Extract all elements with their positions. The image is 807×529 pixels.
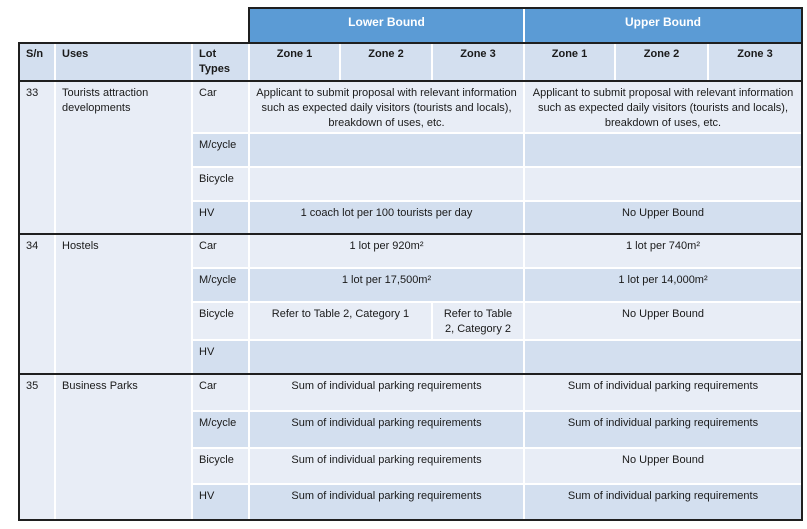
row-33-sn: 33: [19, 81, 55, 234]
row-34-mcycle-lower: 1 lot per 17,500m²: [249, 268, 524, 302]
row-35-use: Business Parks: [55, 374, 192, 520]
border-line: [18, 42, 803, 44]
header-lower-zone3: Zone 3: [432, 42, 524, 81]
row-35-car-upper: Sum of individual parking requirements: [524, 374, 802, 411]
row-33-mcycle-upper: [524, 133, 802, 167]
grid-line: [192, 301, 802, 303]
row-35-hv-upper: Sum of individual parking requirements: [524, 484, 802, 520]
grid-line: [54, 42, 56, 520]
row-34-lot-car: Car: [192, 234, 249, 268]
row-35-mcycle-upper: Sum of individual parking requirements: [524, 411, 802, 448]
row-35-bicycle-lower: Sum of individual parking requirements: [249, 448, 524, 484]
row-33-mcycle-lower: [249, 133, 524, 167]
row-35-lot-car: Car: [192, 374, 249, 411]
grid-line: [523, 8, 525, 520]
grid-line: [431, 302, 433, 340]
grid-line: [431, 42, 433, 81]
row-33-hv-upper: No Upper Bound: [524, 201, 802, 234]
header-lower-zone2: Zone 2: [340, 42, 432, 81]
row-34-car-lower: 1 lot per 920m²: [249, 234, 524, 268]
row-33-use: Tourists attraction developments: [55, 81, 192, 234]
border-line: [18, 80, 803, 82]
row-35-mcycle-lower: Sum of individual parking requirements: [249, 411, 524, 448]
row-35-lot-mcycle: M/cycle: [192, 411, 249, 448]
row-33-hv-lower: 1 coach lot per 100 tourists per day: [249, 201, 524, 234]
row-33-bicycle-upper: [524, 167, 802, 201]
header-uses: Uses: [55, 42, 192, 81]
row-34-lot-mcycle: M/cycle: [192, 268, 249, 302]
row-34-bicycle-upper: No Upper Bound: [524, 302, 802, 340]
row-34-lot-bicycle: Bicycle: [192, 302, 249, 340]
row-35-sn: 35: [19, 374, 55, 520]
row-34-use: Hostels: [55, 234, 192, 374]
grid-line: [339, 42, 341, 81]
border-line: [18, 233, 803, 235]
row-33-lot-car: Car: [192, 81, 249, 133]
grid-line: [707, 42, 709, 81]
row-34-hv-upper: [524, 340, 802, 374]
grid-line: [192, 166, 802, 168]
border-line: [248, 7, 250, 43]
row-34-bicycle-lower-z3: Refer to Table 2, Category 2: [432, 302, 524, 340]
row-34-hv-lower: [249, 340, 524, 374]
grid-line: [192, 410, 802, 412]
grid-line: [192, 339, 802, 341]
lower-bound-header: Lower Bound: [249, 8, 524, 42]
row-33-lot-bicycle: Bicycle: [192, 167, 249, 201]
upper-bound-header: Upper Bound: [524, 8, 802, 42]
grid-line: [614, 42, 616, 81]
grid-line: [192, 200, 802, 202]
border-line: [801, 7, 803, 521]
row-34-bicycle-lower-z12: Refer to Table 2, Category 1: [249, 302, 432, 340]
border-line: [18, 42, 20, 521]
header-lower-zone1: Zone 1: [249, 42, 340, 81]
header-upper-zone1: Zone 1: [524, 42, 615, 81]
border-line: [18, 373, 803, 375]
grid-line: [192, 267, 802, 269]
row-34-lot-hv: HV: [192, 340, 249, 374]
row-34-sn: 34: [19, 234, 55, 374]
header-lot-types: Lot Types: [192, 42, 249, 81]
grid-line: [192, 132, 802, 134]
row-35-lot-hv: HV: [192, 484, 249, 520]
row-33-lot-mcycle: M/cycle: [192, 133, 249, 167]
row-35-bicycle-upper: No Upper Bound: [524, 448, 802, 484]
header-upper-zone2: Zone 2: [615, 42, 708, 81]
row-33-bicycle-lower: [249, 167, 524, 201]
grid-line: [192, 447, 802, 449]
row-34-mcycle-upper: 1 lot per 14,000m²: [524, 268, 802, 302]
row-35-car-lower: Sum of individual parking requirements: [249, 374, 524, 411]
row-35-hv-lower: Sum of individual parking requirements: [249, 484, 524, 520]
header-sn: S/n: [19, 42, 55, 81]
border-line: [18, 519, 803, 521]
row-35-lot-bicycle: Bicycle: [192, 448, 249, 484]
row-33-lot-hv: HV: [192, 201, 249, 234]
border-line: [248, 7, 803, 9]
row-33-car-upper: Applicant to submit proposal with relevant information such as expected daily visitors (tourists and locals), breakdown of uses, etc.: [524, 81, 802, 133]
row-33-car-lower: Applicant to submit proposal with relevant information such as expected daily visitors (tourists and locals), breakdown of uses, etc.: [249, 81, 524, 133]
row-34-car-upper: 1 lot per 740m²: [524, 234, 802, 268]
header-upper-zone3: Zone 3: [708, 42, 802, 81]
grid-line: [192, 483, 802, 485]
